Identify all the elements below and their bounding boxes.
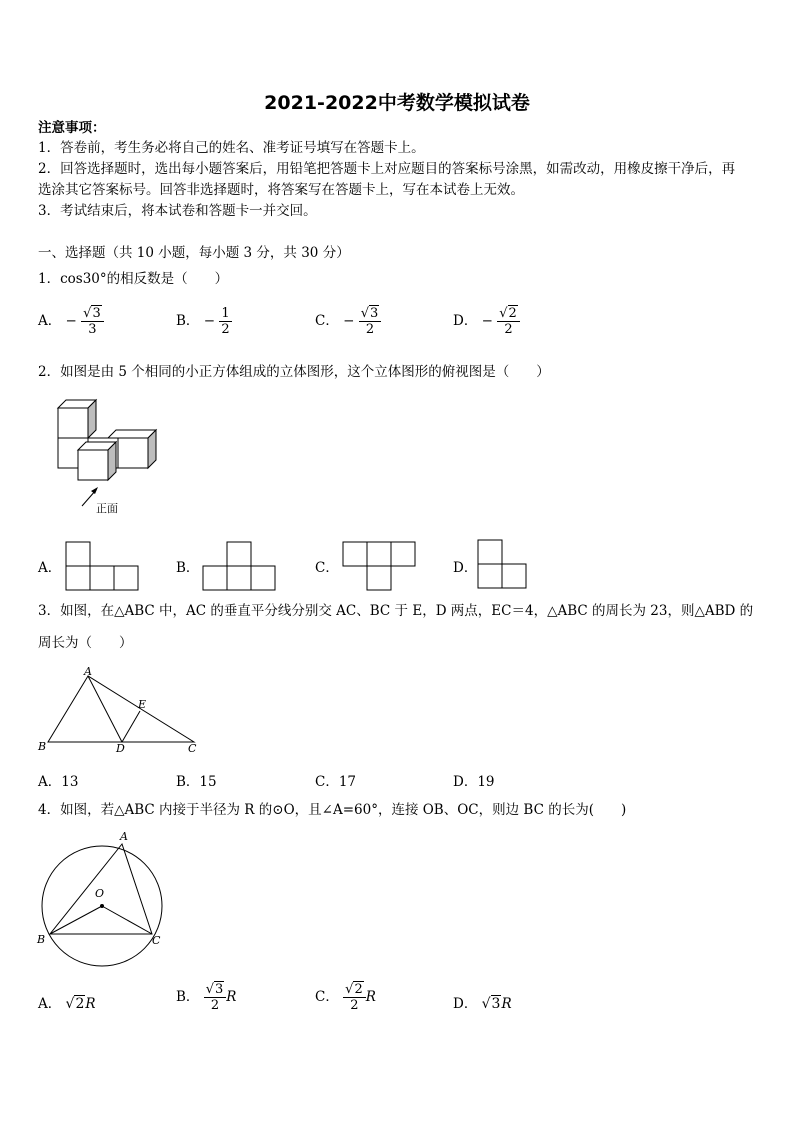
option-tail: R bbox=[226, 989, 237, 1005]
q2-option-a[interactable]: A． bbox=[38, 560, 62, 576]
page-title: 2021-2022中考数学模拟试卷 bbox=[264, 92, 530, 114]
fraction: $\frac{√3}{2}$ bbox=[204, 982, 227, 1013]
option-letter: B． bbox=[176, 989, 200, 1005]
question-3-stem-cont: 周长为（ ） bbox=[38, 635, 133, 651]
q2-option-a-figure bbox=[64, 540, 142, 592]
radicand: 2 bbox=[354, 982, 363, 997]
segment-ad bbox=[88, 676, 122, 742]
question-1-stem: 1．cos30°的相反数是（ ） bbox=[38, 271, 229, 287]
label-a: A bbox=[84, 665, 92, 678]
option-letter: C． bbox=[315, 989, 339, 1005]
option-letter: B． bbox=[176, 313, 200, 329]
denominator: 2 bbox=[221, 322, 230, 337]
segment-ob bbox=[50, 906, 102, 934]
q4-option-d[interactable]: D． √3R bbox=[453, 996, 512, 1012]
option-letter: C． bbox=[315, 313, 339, 329]
radicand: 3 bbox=[491, 996, 501, 1012]
option-sign: − bbox=[65, 313, 77, 329]
denominator: 2 bbox=[504, 322, 513, 337]
fraction: $\frac{√3}{3}$ bbox=[81, 306, 104, 337]
option-letter: D． bbox=[453, 996, 478, 1012]
option-letter: A． bbox=[38, 996, 62, 1012]
label-d: D bbox=[116, 742, 125, 755]
q4-option-b[interactable] bbox=[176, 982, 236, 1013]
fraction: $\frac{√2}{2}$ bbox=[497, 306, 520, 337]
question-3-stem: 3．如图，在△ABC 中，AC 的垂直平分线分别交 AC、BC 于 E，D 两点，EC＝4，△ABC 的周长为 23，则△ABD 的 bbox=[38, 603, 754, 619]
label-c: C bbox=[188, 742, 197, 755]
question-4-stem: 4．如图，若△ABC 内接于半径为 R 的⊙O，且∠A=60°，连接 OB、OC，则边 BC 的长为( ) bbox=[38, 802, 627, 818]
q1-option-c[interactable] bbox=[315, 306, 381, 337]
denominator: 2 bbox=[365, 322, 375, 337]
radicand: 3 bbox=[370, 306, 379, 321]
q3-option-a[interactable]: A．13 bbox=[38, 774, 79, 790]
fraction bbox=[219, 306, 231, 337]
option-tail: R bbox=[365, 989, 376, 1005]
option-sign: − bbox=[481, 313, 493, 329]
label-a: A bbox=[120, 830, 128, 843]
option-sign: − bbox=[343, 313, 355, 329]
q1-option-a[interactable] bbox=[38, 306, 104, 337]
q2-option-b[interactable]: B． bbox=[176, 560, 200, 576]
section-heading: 一、选择题（共 10 小题，每小题 3 分，共 30 分） bbox=[38, 245, 350, 261]
q4-option-a[interactable]: A． √2R bbox=[38, 996, 96, 1012]
radicand: 2 bbox=[508, 306, 517, 321]
segment-de bbox=[122, 711, 140, 742]
fraction: $\frac{√3}{2}$ bbox=[359, 306, 382, 337]
radicand: 3 bbox=[215, 982, 224, 997]
q3-option-c[interactable]: C．17 bbox=[315, 774, 357, 790]
q2-option-d[interactable]: D． bbox=[453, 560, 478, 576]
triangle-figure bbox=[36, 664, 206, 756]
fraction: $\frac{√2}{2}$ bbox=[343, 982, 366, 1013]
q2-option-b-figure bbox=[201, 540, 279, 592]
radicand: 2 bbox=[75, 996, 85, 1012]
question-2-stem: 2．如图是由 5 个相同的小正方体组成的立体图形，这个立体图形的俯视图是（ ） bbox=[38, 364, 550, 380]
option-letter: D． bbox=[453, 313, 478, 329]
label-o: O bbox=[95, 887, 105, 900]
arrow-head bbox=[91, 487, 98, 494]
triangle-abc bbox=[48, 676, 194, 742]
cube-face bbox=[78, 450, 108, 480]
note-item: 2．回答选择题时，选出每小题答案后，用铅笔把答题卡上对应题目的答案标号涂黑，如需改动，用橡皮擦干净后，再 bbox=[38, 161, 736, 177]
denominator: 3 bbox=[88, 322, 97, 337]
note-item: 1．答卷前，考生务必将自己的姓名、准考证号填写在答题卡上。 bbox=[38, 140, 425, 156]
option-letter: A． bbox=[38, 313, 62, 329]
denominator: 2 bbox=[210, 998, 220, 1013]
cube-face bbox=[58, 408, 88, 438]
q4-option-c[interactable] bbox=[315, 982, 376, 1013]
note-item: 选涂其它答案标号。回答非选择题时，将答案写在答题卡上，写在本试卷上无效。 bbox=[38, 182, 524, 198]
numerator: 1 bbox=[221, 306, 230, 321]
option-tail: R bbox=[501, 996, 512, 1012]
label-c: C bbox=[152, 934, 161, 947]
q2-option-c[interactable]: C． bbox=[315, 560, 339, 576]
q1-option-d[interactable] bbox=[453, 306, 520, 337]
q2-option-d-figure bbox=[476, 538, 530, 592]
label-e: E bbox=[138, 698, 147, 711]
denominator: 2 bbox=[350, 998, 359, 1013]
label-b: B bbox=[38, 740, 47, 753]
notes-heading: 注意事项： bbox=[38, 120, 106, 136]
cube-figure bbox=[50, 392, 165, 516]
q2-option-c-figure bbox=[341, 540, 419, 592]
cube-face bbox=[118, 438, 148, 468]
radicand: 3 bbox=[92, 306, 101, 321]
label-b: B bbox=[37, 933, 46, 946]
front-label: 正面 bbox=[96, 502, 118, 515]
option-tail: R bbox=[85, 996, 96, 1012]
note-item: 3．考试结束后，将本试卷和答题卡一并交回。 bbox=[38, 203, 317, 219]
option-sign: − bbox=[203, 313, 216, 329]
q1-option-b[interactable] bbox=[176, 306, 232, 337]
q3-option-b[interactable]: B．15 bbox=[176, 774, 217, 790]
circle-figure bbox=[34, 826, 170, 974]
q3-option-d[interactable]: D．19 bbox=[453, 774, 495, 790]
center-point bbox=[100, 904, 104, 908]
